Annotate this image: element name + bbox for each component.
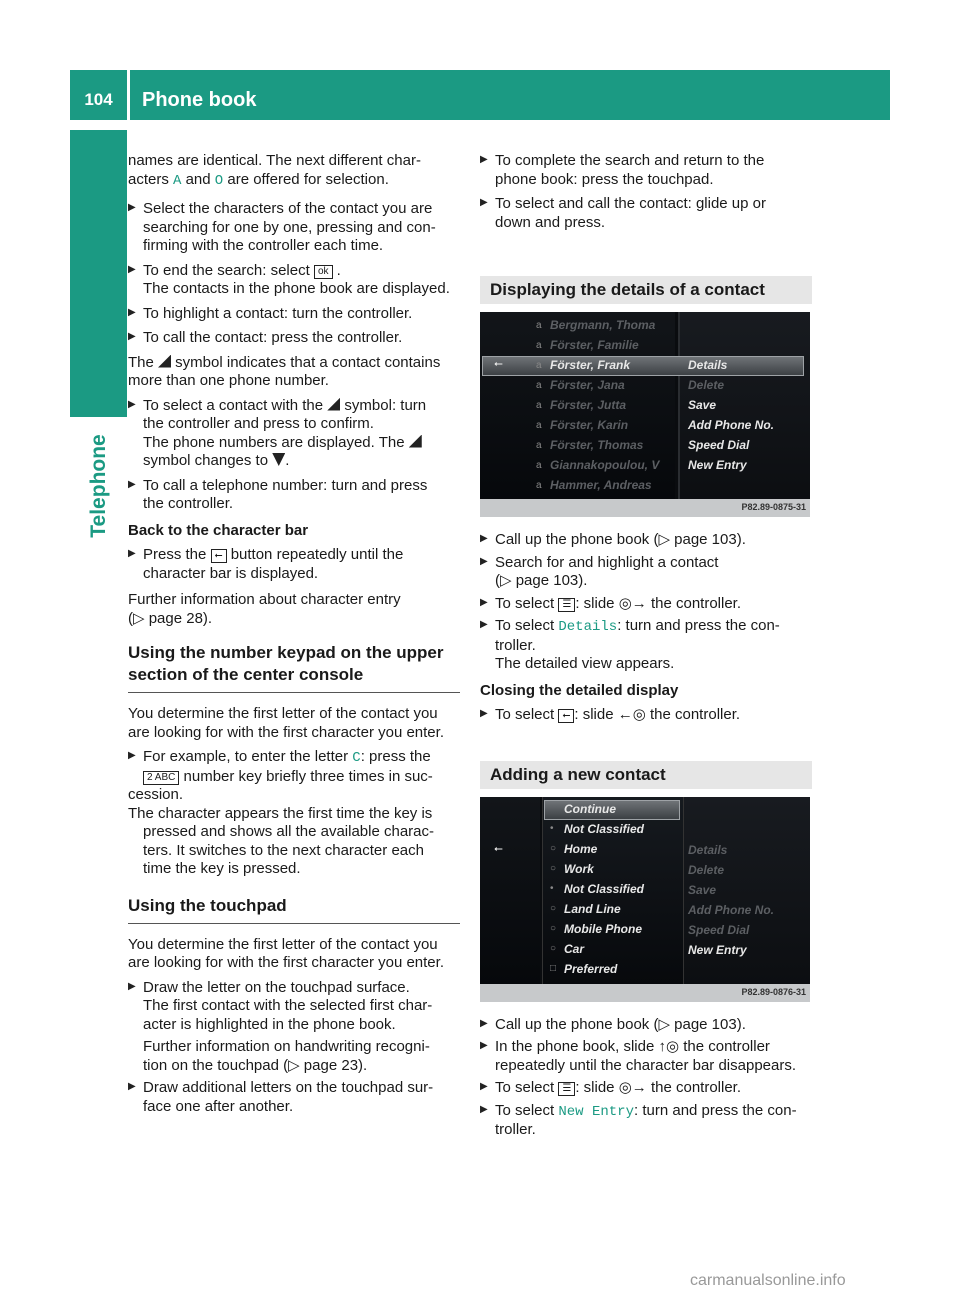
list-item: ▶ To select ☰ : slide ◎→ the controller. [480, 1079, 812, 1098]
contact-marker-icon: a [536, 340, 542, 351]
figure-code-strip: P82.89-0876-31 [480, 984, 810, 1002]
contact-list-item[interactable]: Bergmann, Thoma [550, 318, 656, 332]
text: more than one phone number. [128, 372, 329, 389]
category-option[interactable]: Land Line [564, 901, 621, 916]
list-item: ▶ In the phone book, slide ↑◎ the controller repeatedly until the character bar disappears. [480, 1038, 812, 1075]
continue-option[interactable]: Continue [564, 801, 616, 816]
text: The symbol indicates that a contact contains [128, 353, 441, 371]
contact-marker-icon: a [536, 380, 542, 391]
option-bullet-icon: • [550, 822, 554, 834]
option-bullet-icon: ○ [550, 902, 557, 914]
list-item: ▶ Call up the phone book (▷ page 103). [480, 531, 812, 550]
page-title: Phone book [142, 89, 257, 111]
options-menu-pane [678, 312, 810, 517]
subheading: Closing the detailed display [480, 681, 679, 699]
menu-item[interactable]: New Entry [688, 458, 747, 472]
contact-list-item[interactable]: Förster, Thomas [550, 438, 644, 452]
list-item: ▶ To call a telephone number: turn and press the controller. [128, 477, 460, 514]
ok-key-icon: ok [314, 265, 333, 279]
contact-list-item[interactable]: Hammer, Andreas [550, 478, 652, 492]
text: time the key is pressed. [143, 860, 301, 877]
contact-marker-icon: a [536, 440, 542, 451]
page-number: 104 [84, 90, 113, 109]
text: ters. It switches to the next character each [143, 841, 424, 859]
subheading: Back to the character bar [128, 521, 309, 539]
category-option[interactable]: Not Classified [564, 821, 645, 836]
back-key-icon: ⭠ [211, 549, 227, 563]
section-tab [70, 130, 127, 417]
text: You determine the first letter of the contact you [128, 705, 438, 722]
contact-marker-icon: a [536, 460, 542, 471]
text: Further information about character entry [128, 591, 401, 608]
screenshot-details [480, 312, 810, 517]
menu-item[interactable]: Speed Dial [688, 438, 750, 452]
category-option[interactable]: Preferred [564, 961, 618, 976]
menu-item[interactable]: Save [688, 882, 717, 897]
section-box-heading: Displaying the details of a contact [480, 276, 812, 304]
selection-bar [482, 356, 804, 376]
menu-item[interactable]: Save [688, 398, 717, 412]
option-bullet-icon: □ [550, 962, 557, 974]
back-key-icon: ⭠ [558, 709, 574, 723]
text: are looking for with the first character you enter. [128, 723, 444, 741]
list-item: ▶ To complete the search and return to the phone book: press the touchpad. [480, 152, 812, 189]
option-bullet-icon: ○ [550, 862, 557, 874]
menu-item[interactable]: Details [688, 358, 728, 372]
list-item: ▶ To select ⭠ : slide ←◎ the controller. [480, 706, 812, 725]
contact-list-item[interactable]: Förster, Jana [550, 378, 625, 392]
list-item: ▶ For example, to enter the letter C: press the 2 ABC number key briefly three times in suc- [128, 748, 460, 786]
text: acters A and O are offered for selection. [128, 170, 389, 189]
multiple-numbers-icon [327, 398, 340, 411]
list-item: ▶ Draw the letter on the touchpad surface. The first contact with the selected first char- acter is highlighted in the phone book. Further information on handwriting recogni- tion on the touchpad (▷ page 23). [128, 979, 460, 1076]
list-item: ▶ To highlight a contact: turn the controller. [128, 305, 460, 324]
menu-icon: ☰ [558, 1082, 575, 1096]
contact-list-item[interactable]: Förster, Familie [550, 338, 639, 352]
multiple-numbers-icon [158, 355, 171, 368]
category-option[interactable]: Mobile Phone [564, 921, 642, 936]
text: pressed and shows all the available charac- [143, 823, 434, 840]
multiple-numbers-icon [409, 435, 422, 448]
category-option[interactable]: Not Classified [564, 881, 645, 896]
menu-item[interactable]: Speed Dial [688, 922, 750, 937]
list-item: ▶ Call up the phone book (▷ page 103). [480, 1016, 812, 1035]
options-menu-pane [678, 797, 810, 1002]
list-item: ▶ To end the search: select ok . The contacts in the phone book are displayed. [128, 262, 460, 299]
menu-item[interactable]: Details [688, 842, 728, 857]
contact-marker-icon: a [536, 360, 542, 371]
left-column [128, 152, 460, 1116]
list-item: ▶ Press the ⭠ button repeatedly until the character bar is displayed. [128, 546, 460, 583]
list-item: ▶ Draw additional letters on the touchpad sur- face one after another. [128, 1079, 460, 1116]
section-box-heading: Adding a new contact [480, 761, 812, 789]
figure-code-strip: P82.89-0875-31 [480, 499, 810, 517]
section-heading: Using the touchpad [128, 895, 460, 924]
menu-item[interactable]: New Entry [688, 942, 747, 957]
menu-item[interactable]: Delete [688, 862, 725, 877]
contact-list-item[interactable]: Förster, Jutta [550, 398, 627, 412]
category-option[interactable]: Car [564, 941, 585, 956]
text: You determine the first letter of the contact you [128, 935, 438, 953]
contact-marker-icon: a [536, 420, 542, 431]
list-item: ▶ To select ☰ : slide ◎→ the controller. [480, 595, 812, 614]
menu-item[interactable]: Delete [688, 378, 725, 392]
back-icon: ⭠ [494, 358, 503, 370]
list-item: ▶ To select and call the contact: glide up or down and press. [480, 195, 812, 232]
expanded-numbers-icon [272, 453, 285, 466]
contact-list-item[interactable]: Giannakopoulou, V [550, 458, 660, 472]
right-column [480, 152, 812, 1140]
menu-item[interactable]: Add Phone No. [688, 418, 774, 432]
option-bullet-icon: ○ [550, 922, 557, 934]
contact-list-item[interactable]: Förster, Frank [550, 358, 631, 372]
contact-list-item[interactable]: Förster, Karin [550, 418, 629, 432]
category-option[interactable]: Home [564, 841, 598, 856]
contact-marker-icon: a [536, 480, 542, 491]
screenshot-new-contact [480, 797, 810, 1002]
option-bullet-icon: ○ [550, 942, 557, 954]
list-item: ▶ Search for and highlight a contact (▷ page 103). [480, 554, 812, 591]
watermark: carmanualsonline.info [690, 1272, 846, 1289]
list-item: ▶ To select a contact with the symbol: turn the controller and press to confirm. The phone numbers are displayed. The symbol changes to . [128, 397, 460, 471]
list-item: ▶ To call the contact: press the controller. [128, 329, 460, 348]
contact-marker-icon: a [536, 400, 542, 411]
option-bullet-icon: • [550, 882, 554, 894]
text: cession. [128, 786, 184, 803]
number-key-2-icon: 2 ABC [143, 771, 179, 785]
contact-list-pane [480, 797, 540, 1002]
text: are looking for with the first character you enter. [128, 954, 444, 971]
header-divider [127, 70, 130, 120]
menu-icon: ☰ [558, 598, 575, 612]
category-option[interactable]: Work [564, 861, 594, 876]
section-heading: Using the number keypad on the upper section of the center console [128, 642, 460, 693]
contact-marker-icon: a [536, 320, 542, 331]
list-item: ▶ Select the characters of the contact you are searching for one by one, pressing and con- firming with the controller each time. [128, 200, 460, 256]
menu-item[interactable]: Add Phone No. [688, 902, 774, 917]
list-item: ▶ To select New Entry: turn and press the con- troller. [480, 1102, 812, 1140]
page-header [70, 70, 890, 120]
text: The character appears the first time the key is [128, 804, 433, 822]
text: (▷ page 28). [128, 609, 213, 627]
list-item: ▶ To select Details: turn and press the con- troller. The detailed view appears. [480, 617, 812, 674]
option-bullet-icon: ○ [550, 842, 557, 854]
text: names are identical. The next different char- [128, 152, 421, 169]
section-label: Telephone [86, 434, 110, 538]
back-icon: ⭠ [494, 842, 503, 855]
